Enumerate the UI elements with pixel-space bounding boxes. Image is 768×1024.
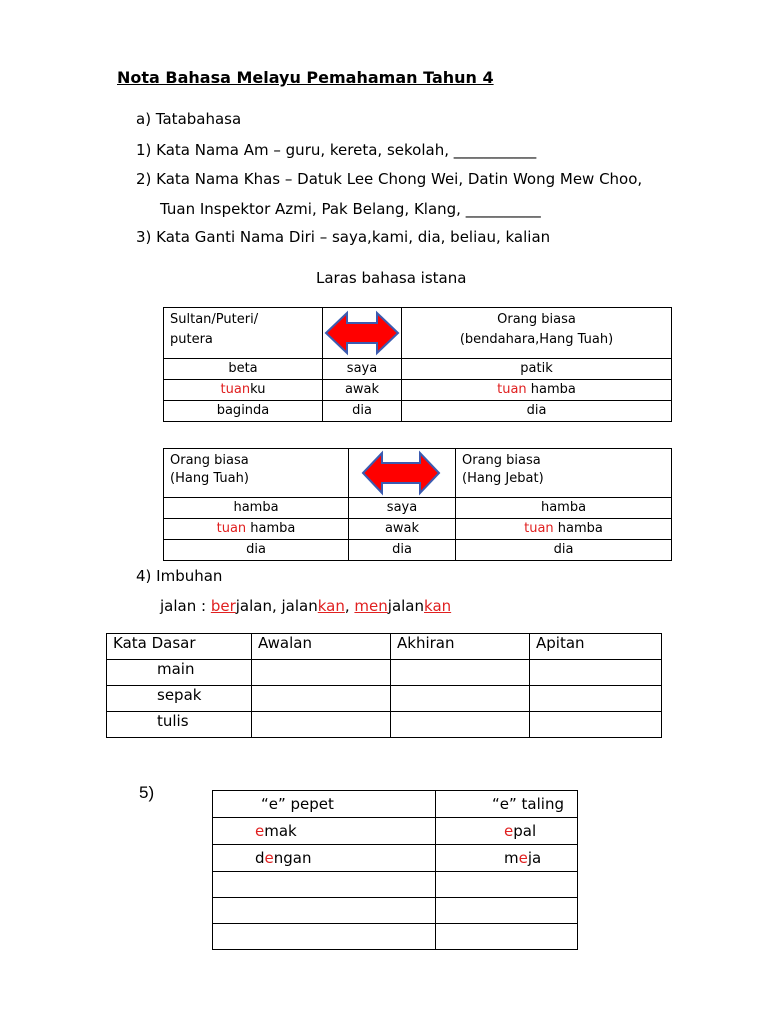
line-3: 3) Kata Ganti Nama Diri – saya,kami, dia, beliau, kalian — [136, 228, 551, 246]
t1-r3-mid: dia — [323, 401, 402, 422]
text: m — [504, 849, 519, 867]
t1-r2-left — [164, 380, 323, 401]
col-akhiran: Akhiran — [391, 634, 530, 660]
red-text: ber — [210, 597, 236, 615]
t2-hl1: Orang biasa — [170, 453, 249, 468]
red-text: tuan — [220, 382, 251, 397]
table-row — [164, 359, 672, 380]
t2-r3-mid: dia — [349, 540, 456, 561]
table-row — [213, 898, 578, 924]
text: jalan, jalan — [235, 597, 318, 615]
t2-hr1: Orang biasa — [462, 453, 541, 468]
t2-header-left — [164, 449, 349, 498]
table-row — [107, 712, 662, 738]
t2-arrow-cell — [349, 449, 456, 498]
red-text: tuan — [497, 382, 527, 397]
section-5-label: 5) — [139, 783, 155, 802]
t2-hl2: (Hang Tuah) — [170, 471, 249, 486]
double-arrow-icon — [323, 308, 401, 358]
cell-dengan — [213, 845, 436, 872]
cell-meja — [436, 845, 578, 872]
cell-main: main — [107, 660, 252, 686]
t2-r1-mid: saya — [349, 498, 456, 519]
imbuhan-example — [160, 596, 451, 616]
text: ku — [250, 382, 266, 397]
red-text: men — [354, 597, 388, 615]
t2-r3-right: dia — [456, 540, 672, 561]
text: ja — [527, 849, 542, 867]
red-text: e — [255, 822, 265, 840]
red-text: kan — [424, 597, 452, 615]
text: hamba — [553, 521, 603, 536]
text: hamba — [526, 382, 576, 397]
t2-r2-left — [164, 519, 349, 540]
t1-r3-right: dia — [402, 401, 672, 422]
cell-sepak: sepak — [107, 686, 252, 712]
col-apitan: Apitan — [530, 634, 662, 660]
red-text: e — [264, 849, 274, 867]
text: pal — [513, 822, 537, 840]
table-row — [213, 924, 578, 950]
t1-header-left — [164, 308, 323, 359]
table-orang-biasa — [163, 448, 672, 561]
line-2b: Tuan Inspektor Azmi, Pak Belang, Klang, __________ — [160, 200, 541, 218]
table-row — [164, 401, 672, 422]
text: mak — [264, 822, 297, 840]
table-row — [164, 498, 672, 519]
red-text: kan — [317, 597, 345, 615]
table-row — [164, 380, 672, 401]
table-row — [107, 660, 662, 686]
red-text: tuan — [524, 521, 554, 536]
t2-r2-right — [456, 519, 672, 540]
table-row — [164, 519, 672, 540]
t1-header-right — [402, 308, 672, 359]
t2-r1-left: hamba — [164, 498, 349, 519]
t1-hr1: Orang biasa — [497, 312, 576, 327]
t2-hr2: (Hang Jebat) — [462, 471, 544, 486]
table-row — [107, 686, 662, 712]
table-row — [213, 872, 578, 898]
col-e-pepet: “e” pepet — [213, 791, 436, 818]
line-2: 2) Kata Nama Khas – Datuk Lee Chong Wei, Datin Wong Mew Choo, — [136, 170, 643, 188]
t2-r3-left: dia — [164, 540, 349, 561]
t1-hr2: (bendahara,Hang Tuah) — [459, 332, 614, 347]
red-text: tuan — [216, 521, 247, 536]
col-kata-dasar: Kata Dasar — [107, 634, 252, 660]
col-e-taling: “e” taling — [436, 791, 578, 818]
cell-emak — [213, 818, 436, 845]
table-istana — [163, 307, 672, 422]
t1-r1-mid: saya — [323, 359, 402, 380]
text: , — [344, 597, 355, 615]
line-1: 1) Kata Nama Am – guru, kereta, sekolah, ___________ — [136, 141, 537, 159]
t2-header-right — [456, 449, 672, 498]
col-awalan: Awalan — [252, 634, 391, 660]
t1-r2-right — [402, 380, 672, 401]
cell-epal — [436, 818, 578, 845]
t1-arrow-cell — [323, 308, 402, 359]
text: ngan — [273, 849, 312, 867]
text: jalan : — [160, 597, 211, 615]
t2-r1-right: hamba — [456, 498, 672, 519]
t1-hl2: putera — [170, 332, 213, 347]
page-title: Nota Bahasa Melayu Pemahaman Tahun 4 — [117, 68, 494, 87]
red-text: e — [518, 849, 528, 867]
laras-heading: Laras bahasa istana — [316, 269, 467, 287]
red-text: e — [504, 822, 514, 840]
table-row — [213, 818, 578, 845]
t1-r3-left: baginda — [164, 401, 323, 422]
imbuhan-label: 4) Imbuhan — [136, 567, 223, 585]
table-row — [213, 845, 578, 872]
t1-r2-mid: awak — [323, 380, 402, 401]
t1-hl1: Sultan/Puteri/ — [170, 312, 259, 327]
cell-tulis: tulis — [107, 712, 252, 738]
line-a: a) Tatabahasa — [136, 110, 242, 128]
double-arrow-icon — [349, 449, 455, 497]
text: jalan — [387, 597, 425, 615]
text: hamba — [246, 521, 296, 536]
t2-r2-mid: awak — [349, 519, 456, 540]
table-e — [212, 790, 578, 950]
table-row — [164, 540, 672, 561]
text: d — [255, 849, 265, 867]
table-imbuhan — [106, 633, 662, 738]
t1-r1-right: patik — [402, 359, 672, 380]
t1-r1-left: beta — [164, 359, 323, 380]
